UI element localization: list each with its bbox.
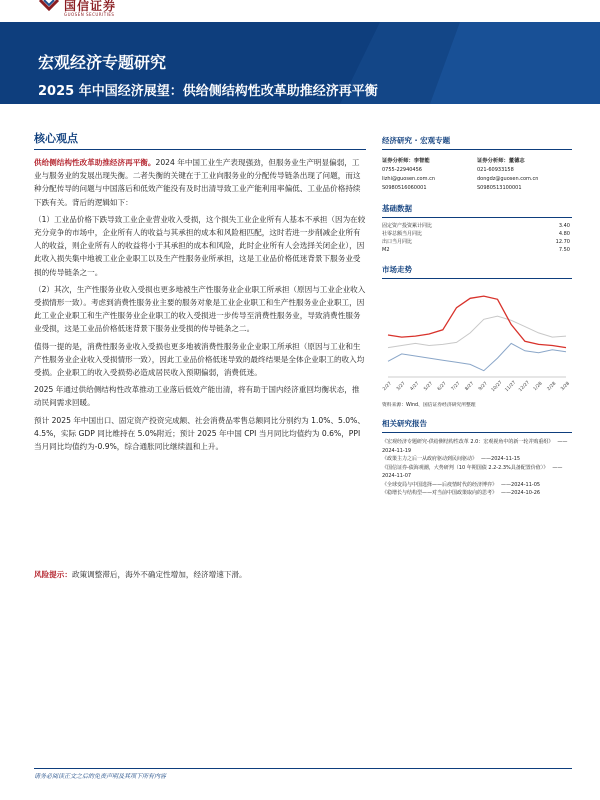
table-row — [382, 230, 572, 238]
series-line-3 — [388, 296, 566, 348]
row-value: 12.70 — [555, 239, 570, 245]
row-value: 7.50 — [558, 247, 570, 253]
x-tick-label: 8/27 — [464, 381, 476, 392]
report-title: 《全球变局与中国选择——后疫情时代的经济博弈》 — [382, 481, 498, 488]
table-row — [382, 246, 572, 254]
related-report-item[interactable] — [382, 464, 572, 481]
basic-data-table — [382, 222, 572, 254]
row-label: 出口当月同比 — [382, 239, 413, 245]
footer-divider — [34, 768, 572, 769]
risk-label: 风险提示： — [34, 570, 72, 579]
analyst-cert: S0980513100001 — [477, 185, 522, 191]
report-date: ——2024-11-05 — [501, 481, 541, 488]
banner-decoration — [340, 22, 600, 104]
x-tick-label: 9/27 — [478, 381, 489, 392]
row-label: 固定资产投资累计同比 — [382, 223, 433, 229]
paragraph-3: （2）其次，生产性服务业收入受损也更多地被生产性服务业企业职工所承担（原因与工业企业收入受损情形一致）。考虑到消费性服务业主要的服务对象是工业企业职工和生产性服务业企业职工，因此工业企业职工和生产性服务业企业职工的收入受损进一步传导至消费性服务业，导致消费性服务业受损，这是工业品价格低迷背景下服务业受损的传导链条之二。 — [34, 284, 366, 334]
analyst-name: 证券分析师：董德志 — [477, 158, 525, 164]
trend-chart-svg — [382, 285, 572, 399]
analyst-phone: 0755-22940456 — [382, 167, 422, 173]
series-line-1 — [388, 343, 566, 370]
basic-data-heading: 基础数据 — [382, 203, 572, 218]
report-date: ——2024-11-15 — [481, 456, 521, 462]
paragraph-1-lead: 供给侧结构性改革助推经济再平衡。 — [34, 158, 156, 167]
analyst-list — [382, 157, 572, 193]
company-logo — [38, 0, 148, 22]
paragraph-5: 2025 年通过供给侧结构性改革推动工业落后低效产能出清，将有助于国内经济重回均衡状态，推动民间需求回暖。 — [34, 385, 360, 408]
x-tick-label: 3/28 — [560, 381, 571, 392]
sidebar — [382, 135, 572, 498]
x-tick-label: 2/27 — [382, 381, 393, 392]
x-tick-label: 6/27 — [437, 381, 448, 392]
x-tick-label: 2/28 — [546, 381, 558, 392]
analyst-email[interactable]: dongdz@guosen.com.cn — [477, 176, 539, 182]
report-title: 《宏观经济专题研究-供给侧结构性改革 2.0：宏观视角中的新一轮并购重组》 — [382, 439, 554, 445]
related-reports-heading: 相关研究报告 — [382, 418, 572, 433]
analyst-cert: S0980516060001 — [382, 185, 427, 191]
table-row — [382, 222, 572, 230]
series-line-2 — [388, 316, 566, 348]
research-category: 经济研究 · 宏观专题 — [382, 135, 572, 150]
report-title: 2025 年中国经济展望：供给侧结构性改革助推经济再平衡 — [38, 84, 378, 99]
disclaimer-footer: 请务必阅读正文之后的免责声明及其项下所有内容 — [34, 773, 167, 780]
report-date: ——2024-11-07 — [382, 464, 563, 479]
x-tick-label: 11/27 — [504, 380, 518, 393]
row-value: 3.40 — [558, 223, 570, 229]
risk-text: 政策调整滞后，海外不确定性增加，经济增速下滑。 — [71, 570, 247, 579]
chart-source: 资料来源：Wind、国信证券经济研究所整理 — [382, 403, 476, 408]
related-report-item[interactable] — [382, 489, 572, 498]
related-report-item[interactable] — [382, 438, 572, 455]
paragraph-2: （1）工业品价格下跌导致工业企业营业收入受损，这个损失工业企业所有人基本不承担（因为在较充分竞争的市场中，企业所有人的收益与其承担的成本和风险相匹配，这时若进一步削减企业所有人的收益，则企业所有人的收益将小于其承担的成本和风险，此时企业所有人会选择关闭企业），因此收入损失集中地被工业企业职工以及生产性服务业所承担，这是工业品价格低迷背景下服务业受损的传导链条之一。 — [34, 214, 366, 277]
core-views-heading: 核心观点 — [34, 130, 366, 150]
paragraph-1 — [34, 156, 366, 209]
x-tick-label: 7/27 — [450, 381, 462, 392]
analyst-phone: 021-60933158 — [477, 167, 514, 173]
logo-subtext: GUOSEN SECURITIES — [64, 12, 115, 17]
related-report-list — [382, 438, 572, 498]
paragraph-1-text: 2024 年中国工业生产表现强劲，但服务业生产明显偏弱，工业与服务业的发展出现失衡。二者失衡的关键在于工业向服务业的分配传导链条出现了问题，而这种分配传导的问题与中国落后和低效产能没有及时出清导致工业产能利用率偏低、工业品价格持续下跌有关。背后的逻辑如下： — [34, 158, 361, 207]
core-views-section — [34, 130, 366, 453]
analyst-email[interactable]: lizhi@guosen.com.cn — [382, 176, 435, 182]
x-tick-label: 5/27 — [423, 381, 435, 392]
report-date: ——2024-10-26 — [501, 490, 541, 496]
logo-icon — [38, 0, 60, 16]
analyst-card — [382, 157, 477, 193]
market-trend-heading: 市场走势 — [382, 264, 572, 279]
report-title: 《稳增长与结构型——对当前中国政策取向的思考》 — [382, 490, 498, 496]
market-trend-chart — [382, 285, 572, 399]
report-category-title: 宏观经济专题研究 — [38, 53, 167, 72]
x-tick-label: 3/27 — [395, 381, 407, 392]
x-tick-label: 1/28 — [532, 381, 544, 392]
logo-text: 国信证券 — [64, 0, 117, 13]
x-tick-label: 12/27 — [518, 380, 531, 393]
paragraph-6: 预计 2025 年中国出口、固定资产投资完成额、社会消费品零售总额同比分别约为 1.0%、5.0%、4.5%，实际 GDP 同比维持在 5.0%附近；预计 2025 年中国 CPI 当月同比均值约为 0.6%，PPI 当月同比均值约为-0.9%，综合通胀同比继续温和上升。 — [34, 415, 365, 452]
related-report-item[interactable] — [382, 481, 572, 490]
table-row — [382, 238, 572, 246]
report-title: 《政策主力之后一从政府驱动到民间驱动》 — [382, 456, 478, 462]
report-title: 《国信证券-债海观潮，大势研判（10 年期国债 2.2-2.3%具备配置价值）》 — [382, 464, 549, 471]
risk-warning — [34, 569, 247, 580]
x-tick-label: 10/27 — [490, 380, 504, 393]
related-report-item[interactable] — [382, 455, 572, 464]
report-date: ——2024-11-19 — [382, 439, 568, 454]
row-value: 4.80 — [558, 231, 570, 237]
analyst-card — [477, 157, 572, 193]
top-bar — [0, 0, 600, 22]
row-label: 社零总额当月同比 — [382, 231, 423, 237]
paragraph-4: 值得一提的是，消费性服务业收入受损也更多地被消费性服务业企业职工所承担（原因与工业和生产性服务业企业收入受损情形一致），因此工业品价格低迷导致的最终结果是全体企业职工的收入均受损。企业职工的收入受损势必造成居民收入预期偏弱，消费低迷。 — [34, 341, 365, 378]
title-banner — [0, 22, 600, 104]
row-label: M2 — [382, 247, 390, 253]
analyst-name: 证券分析师：李智能 — [382, 158, 430, 164]
x-tick-label: 4/27 — [409, 381, 421, 392]
